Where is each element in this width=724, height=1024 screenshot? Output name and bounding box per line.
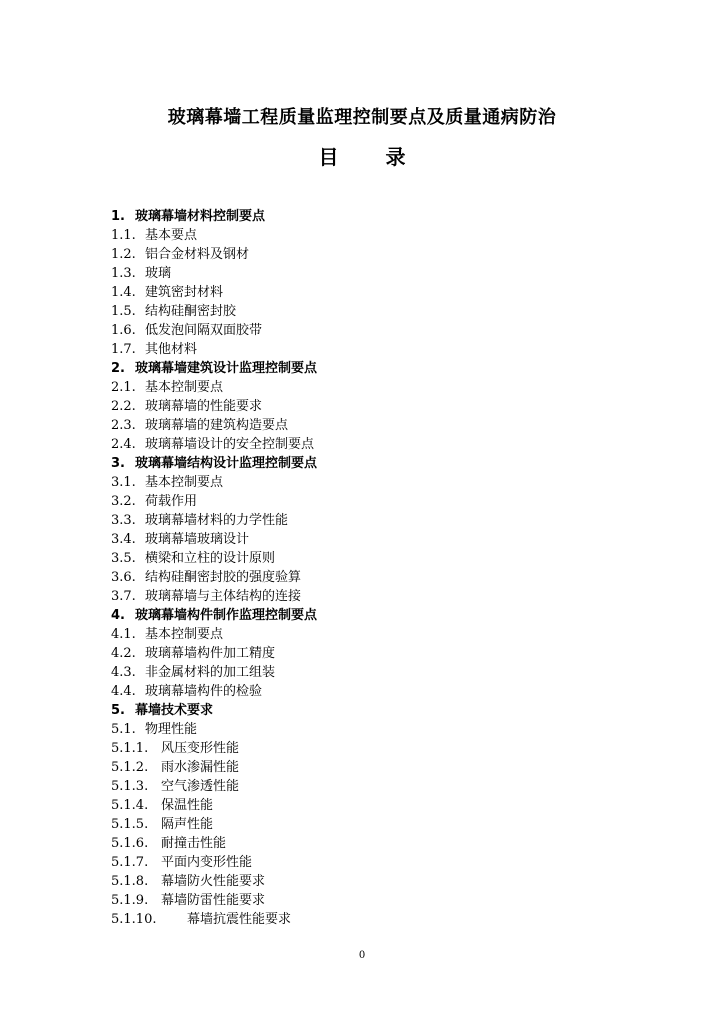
toc-entry[interactable] — [111, 682, 671, 701]
toc-entry[interactable] — [111, 777, 671, 796]
toc-entry-title: 铝合金材料及钢材 — [145, 247, 250, 262]
toc-entry-number: 1.1. — [111, 228, 136, 243]
toc-entry-title: 基本控制要点 — [145, 475, 224, 490]
toc-entry-title: 基本控制要点 — [145, 627, 224, 642]
toc-entry-number: 2.4. — [111, 437, 136, 452]
toc-entry[interactable] — [111, 701, 671, 720]
toc-entry-number: 5.1.9. — [111, 893, 149, 908]
toc-entry-number: 3.1. — [111, 475, 136, 490]
toc-entry-number: 5.1.1. — [111, 741, 149, 756]
toc-entry-title: 其他材料 — [145, 342, 198, 357]
toc-entry[interactable] — [111, 226, 671, 245]
toc-entry-number: 5.1.4. — [111, 798, 149, 813]
toc-entry-title: 基本控制要点 — [145, 380, 224, 395]
toc-entry-title: 保温性能 — [161, 798, 214, 813]
toc-entry-title: 基本要点 — [145, 228, 198, 243]
toc-heading: 目 录 — [318, 145, 406, 169]
toc-entry[interactable] — [111, 340, 671, 359]
document-title: 玻璃幕墙工程质量监理控制要点及质量通病防治 — [167, 107, 557, 128]
toc-entry[interactable] — [111, 207, 671, 226]
toc-entry[interactable] — [111, 416, 671, 435]
toc-entry[interactable] — [111, 454, 671, 473]
toc-entry[interactable] — [111, 739, 671, 758]
toc-entry-number: 3.2. — [111, 494, 136, 509]
toc-entry[interactable] — [111, 435, 671, 454]
toc-entry[interactable] — [111, 511, 671, 530]
toc-entry-number: 1.2. — [111, 247, 136, 262]
toc-entry[interactable] — [111, 815, 671, 834]
toc-entry-number: 3.6. — [111, 570, 136, 585]
toc-entry-number: 4.3. — [111, 665, 136, 680]
toc-entry[interactable] — [111, 720, 671, 739]
toc-entry-title: 幕墙技术要求 — [135, 703, 214, 718]
toc-entry-number: 5.1. — [111, 722, 136, 737]
toc-entry-title: 雨水渗漏性能 — [161, 760, 240, 775]
toc-entry-number: 5.1.3. — [111, 779, 149, 794]
toc-entry[interactable] — [111, 530, 671, 549]
toc-entry[interactable] — [111, 568, 671, 587]
toc-entry[interactable] — [111, 359, 671, 378]
toc-entry[interactable] — [111, 853, 671, 872]
toc-entry-title: 幕墙防雷性能要求 — [161, 893, 266, 908]
toc-entry-number: 5.1.6. — [111, 836, 149, 851]
toc-entry[interactable] — [111, 321, 671, 340]
toc-entry[interactable] — [111, 625, 671, 644]
toc-entry-number: 1.5. — [111, 304, 136, 319]
toc-entry-number: 2.1. — [111, 380, 136, 395]
toc-entry-number: 3.7. — [111, 589, 136, 604]
toc-entry[interactable] — [111, 302, 671, 321]
toc-entry-title: 玻璃幕墙构件的检验 — [145, 684, 263, 699]
toc-entry-number: 1.7. — [111, 342, 136, 357]
toc-entry-number: 4.4. — [111, 684, 136, 699]
toc-entry-number: 5.1.10. — [111, 912, 157, 927]
toc-entry-title: 幕墙抗震性能要求 — [187, 912, 292, 927]
toc-entry-title: 玻璃幕墙结构设计监理控制要点 — [135, 456, 318, 471]
toc-entry[interactable] — [111, 283, 671, 302]
toc-entry-title: 玻璃幕墙的性能要求 — [145, 399, 263, 414]
toc-entry-title: 物理性能 — [145, 722, 198, 737]
toc-entry-title: 横梁和立柱的设计原则 — [145, 551, 276, 566]
toc-entry-title: 隔声性能 — [161, 817, 214, 832]
toc-entry-number: 3. — [111, 456, 125, 471]
toc-entry-title: 玻璃幕墙玻璃设计 — [145, 532, 250, 547]
toc-entry[interactable] — [111, 872, 671, 891]
toc-entry[interactable] — [111, 397, 671, 416]
toc-entry-title: 玻璃幕墙设计的安全控制要点 — [145, 437, 315, 452]
toc-entry-title: 玻璃幕墙构件加工精度 — [145, 646, 276, 661]
toc-entry-number: 1. — [111, 209, 125, 224]
toc-entry-number: 2. — [111, 361, 125, 376]
toc-entry-number: 1.3. — [111, 266, 136, 281]
toc-entry-number: 2.3. — [111, 418, 136, 433]
toc-entry-title: 荷载作用 — [145, 494, 198, 509]
toc-entry-title: 低发泡间隔双面胶带 — [145, 323, 263, 338]
toc-entry-title: 玻璃幕墙构件制作监理控制要点 — [135, 608, 318, 623]
toc-entry-number: 4.1. — [111, 627, 136, 642]
toc-entry[interactable] — [111, 891, 671, 910]
toc-entry-number: 1.4. — [111, 285, 136, 300]
toc-entry-number: 5.1.2. — [111, 760, 149, 775]
toc-entry[interactable] — [111, 549, 671, 568]
page-number: 0 — [358, 950, 366, 961]
toc-entry-title: 耐撞击性能 — [161, 836, 227, 851]
toc-entry-title: 风压变形性能 — [161, 741, 240, 756]
toc-entry[interactable] — [111, 473, 671, 492]
toc-entry-title: 玻璃幕墙材料的力学性能 — [145, 513, 289, 528]
toc-entry-number: 2.2. — [111, 399, 136, 414]
toc-entry-title: 结构硅酮密封胶的强度验算 — [145, 570, 302, 585]
toc-entry-number: 1.6. — [111, 323, 136, 338]
toc-entry[interactable] — [111, 910, 671, 929]
toc-entry-title: 建筑密封材料 — [145, 285, 224, 300]
toc-entry[interactable] — [111, 796, 671, 815]
toc-entry-title: 空气渗透性能 — [161, 779, 240, 794]
toc-entry-title: 玻璃 — [145, 266, 172, 281]
toc-entry[interactable] — [111, 492, 671, 511]
toc-entry-title: 玻璃幕墙材料控制要点 — [135, 209, 266, 224]
toc-entry[interactable] — [111, 587, 671, 606]
table-of-contents — [111, 207, 671, 929]
toc-entry[interactable] — [111, 834, 671, 853]
toc-entry-title: 玻璃幕墙的建筑构造要点 — [145, 418, 289, 433]
toc-entry-number: 3.5. — [111, 551, 136, 566]
toc-entry[interactable] — [111, 606, 671, 625]
toc-entry-title: 玻璃幕墙建筑设计监理控制要点 — [135, 361, 318, 376]
toc-entry-title: 玻璃幕墙与主体结构的连接 — [145, 589, 302, 604]
toc-entry-title: 平面内变形性能 — [161, 855, 253, 870]
toc-entry-number: 4.2. — [111, 646, 136, 661]
toc-entry-number: 5.1.7. — [111, 855, 149, 870]
toc-entry[interactable] — [111, 245, 671, 264]
toc-entry-number: 5. — [111, 703, 125, 718]
toc-entry-title: 幕墙防火性能要求 — [161, 874, 266, 889]
toc-entry-title: 结构硅酮密封胶 — [145, 304, 237, 319]
toc-entry-number: 3.3. — [111, 513, 136, 528]
toc-entry[interactable] — [111, 758, 671, 777]
toc-entry[interactable] — [111, 264, 671, 283]
toc-entry-number: 5.1.8. — [111, 874, 149, 889]
toc-entry-title: 非金属材料的加工组装 — [145, 665, 276, 680]
toc-entry[interactable] — [111, 644, 671, 663]
toc-entry-number: 4. — [111, 608, 125, 623]
toc-entry-number: 3.4. — [111, 532, 136, 547]
toc-entry-number: 5.1.5. — [111, 817, 149, 832]
toc-entry[interactable] — [111, 663, 671, 682]
toc-entry[interactable] — [111, 378, 671, 397]
